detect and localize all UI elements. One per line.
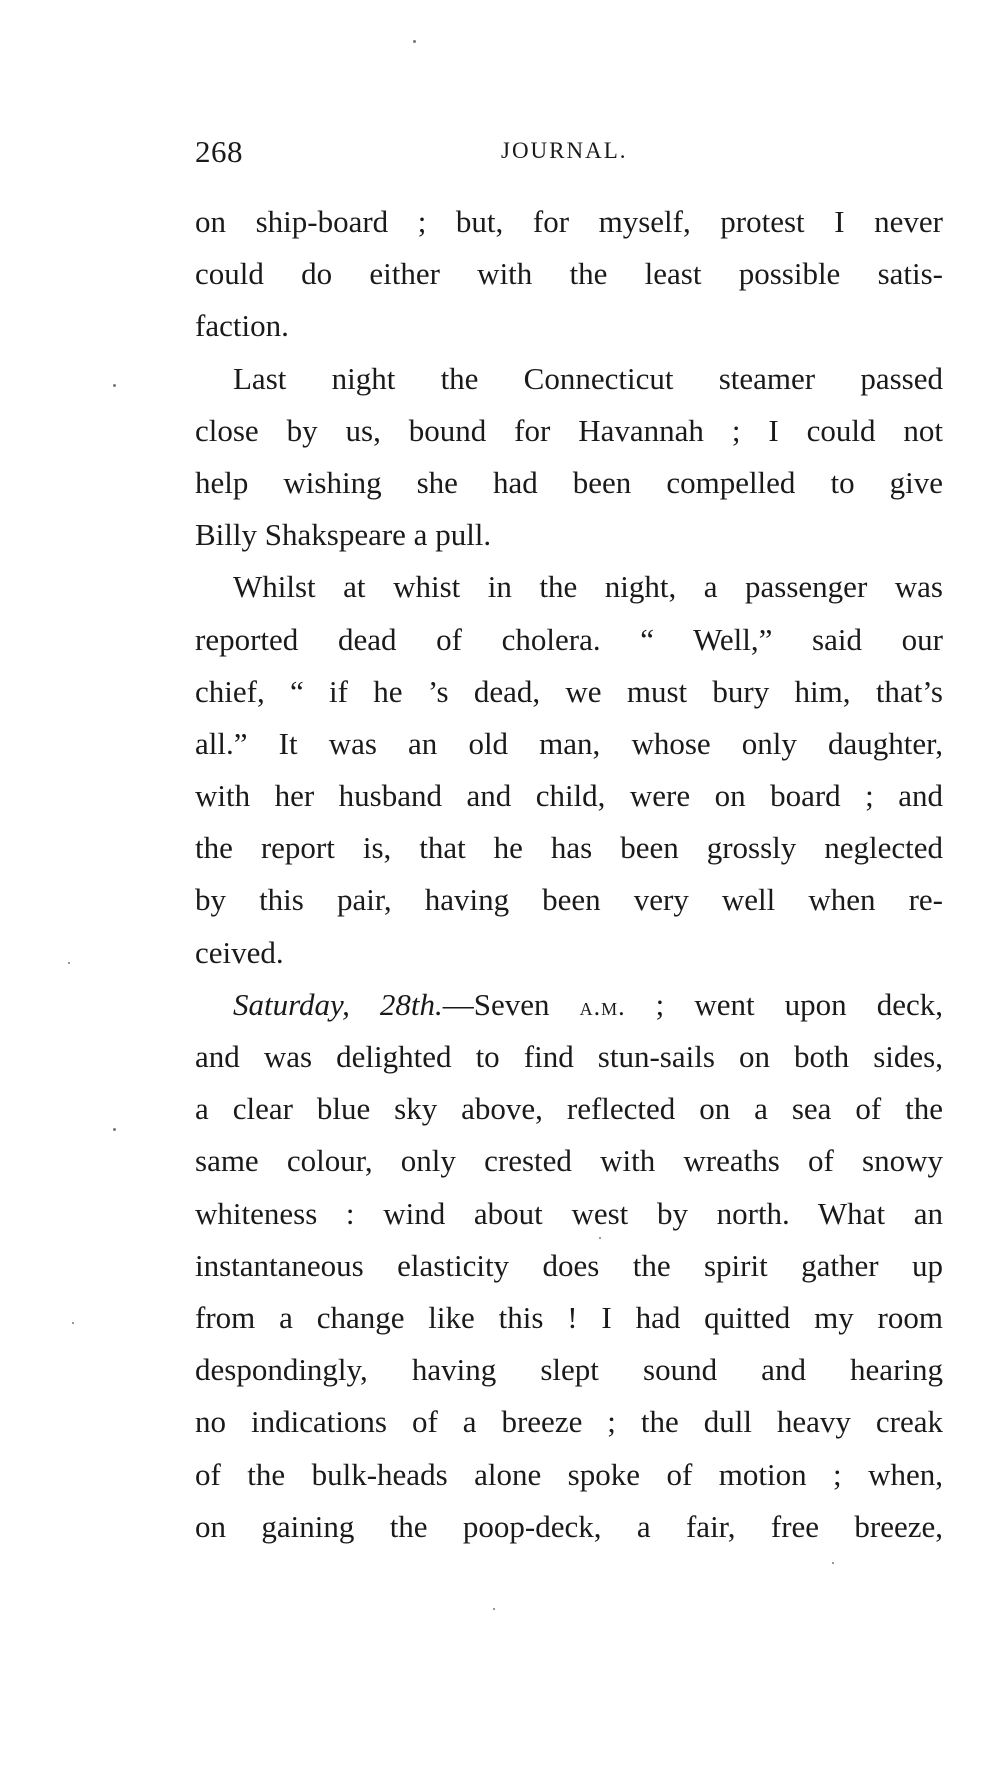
text-line: a clear blue sky above, reflected on a sea of the — [195, 1091, 943, 1127]
text-line: reported dead of cholera. “ Well,” said our — [195, 621, 943, 657]
text-line: no indications of a breeze ; the dull heavy creak — [195, 1404, 943, 1440]
dash-text: —Seven — [442, 986, 580, 1022]
text-line: same colour, only crested with wreaths of snowy — [195, 1143, 943, 1179]
text-line: could do either with the least possible satis- — [195, 256, 943, 292]
text-line: with her husband and child, were on board ; and — [195, 778, 943, 814]
paper-speck — [413, 40, 416, 43]
text-line: close by us, bound for Havannah ; I could not — [195, 412, 943, 448]
saturday-rest: ; went upon deck, — [625, 986, 943, 1022]
paper-speck — [493, 1608, 495, 1610]
paper-speck — [113, 1128, 116, 1131]
text-line: by this pair, having been very well when re- — [195, 882, 943, 918]
page-number: 268 — [195, 134, 243, 169]
text-line: all.” It was an old man, whose only daughter, — [195, 725, 943, 761]
paper-speck — [832, 1562, 834, 1564]
text-line: whiteness : wind about west by north. What an — [195, 1195, 943, 1231]
time-abbrev: a.m. — [579, 991, 626, 1021]
text-line: help wishing she had been compelled to give — [195, 464, 943, 500]
date-heading: Saturday, 28th. — [233, 986, 443, 1022]
paper-speck — [68, 962, 70, 964]
text-line: despondingly, having slept sound and hearing — [195, 1352, 943, 1388]
text-line: faction. — [195, 308, 289, 344]
text-line: Last night the Connecticut steamer passed — [233, 360, 943, 396]
paper-speck — [599, 1237, 601, 1239]
saturday-line — [195, 979, 943, 1031]
text-line: instantaneous elasticity does the spirit gather up — [195, 1247, 943, 1283]
text-line: and was delighted to find stun-sails on both sides, — [195, 1039, 943, 1074]
paper-speck — [72, 1322, 74, 1324]
text-line: ceived. — [195, 934, 284, 970]
text-line: Billy Shakspeare a pull. — [195, 517, 492, 553]
text-line: chief, “ if he ’s dead, we must bury him, that’s — [195, 673, 943, 709]
paper-speck — [113, 384, 116, 387]
text-line: on ship-board ; but, for myself, protest I never — [195, 204, 943, 239]
body-text — [195, 196, 943, 1553]
running-head: JOURNAL. — [501, 138, 628, 163]
text-line: from a change like this ! I had quitted my room — [195, 1299, 943, 1335]
text-line: of the bulk-heads alone spoke of motion ; when, — [195, 1456, 943, 1492]
text-line: Whilst at whist in the night, a passenger was — [233, 569, 943, 605]
page-header — [195, 134, 955, 174]
text-line: on gaining the poop-deck, a fair, free breeze, — [195, 1508, 943, 1544]
text-line: the report is, that he has been grossly neglected — [195, 830, 943, 866]
